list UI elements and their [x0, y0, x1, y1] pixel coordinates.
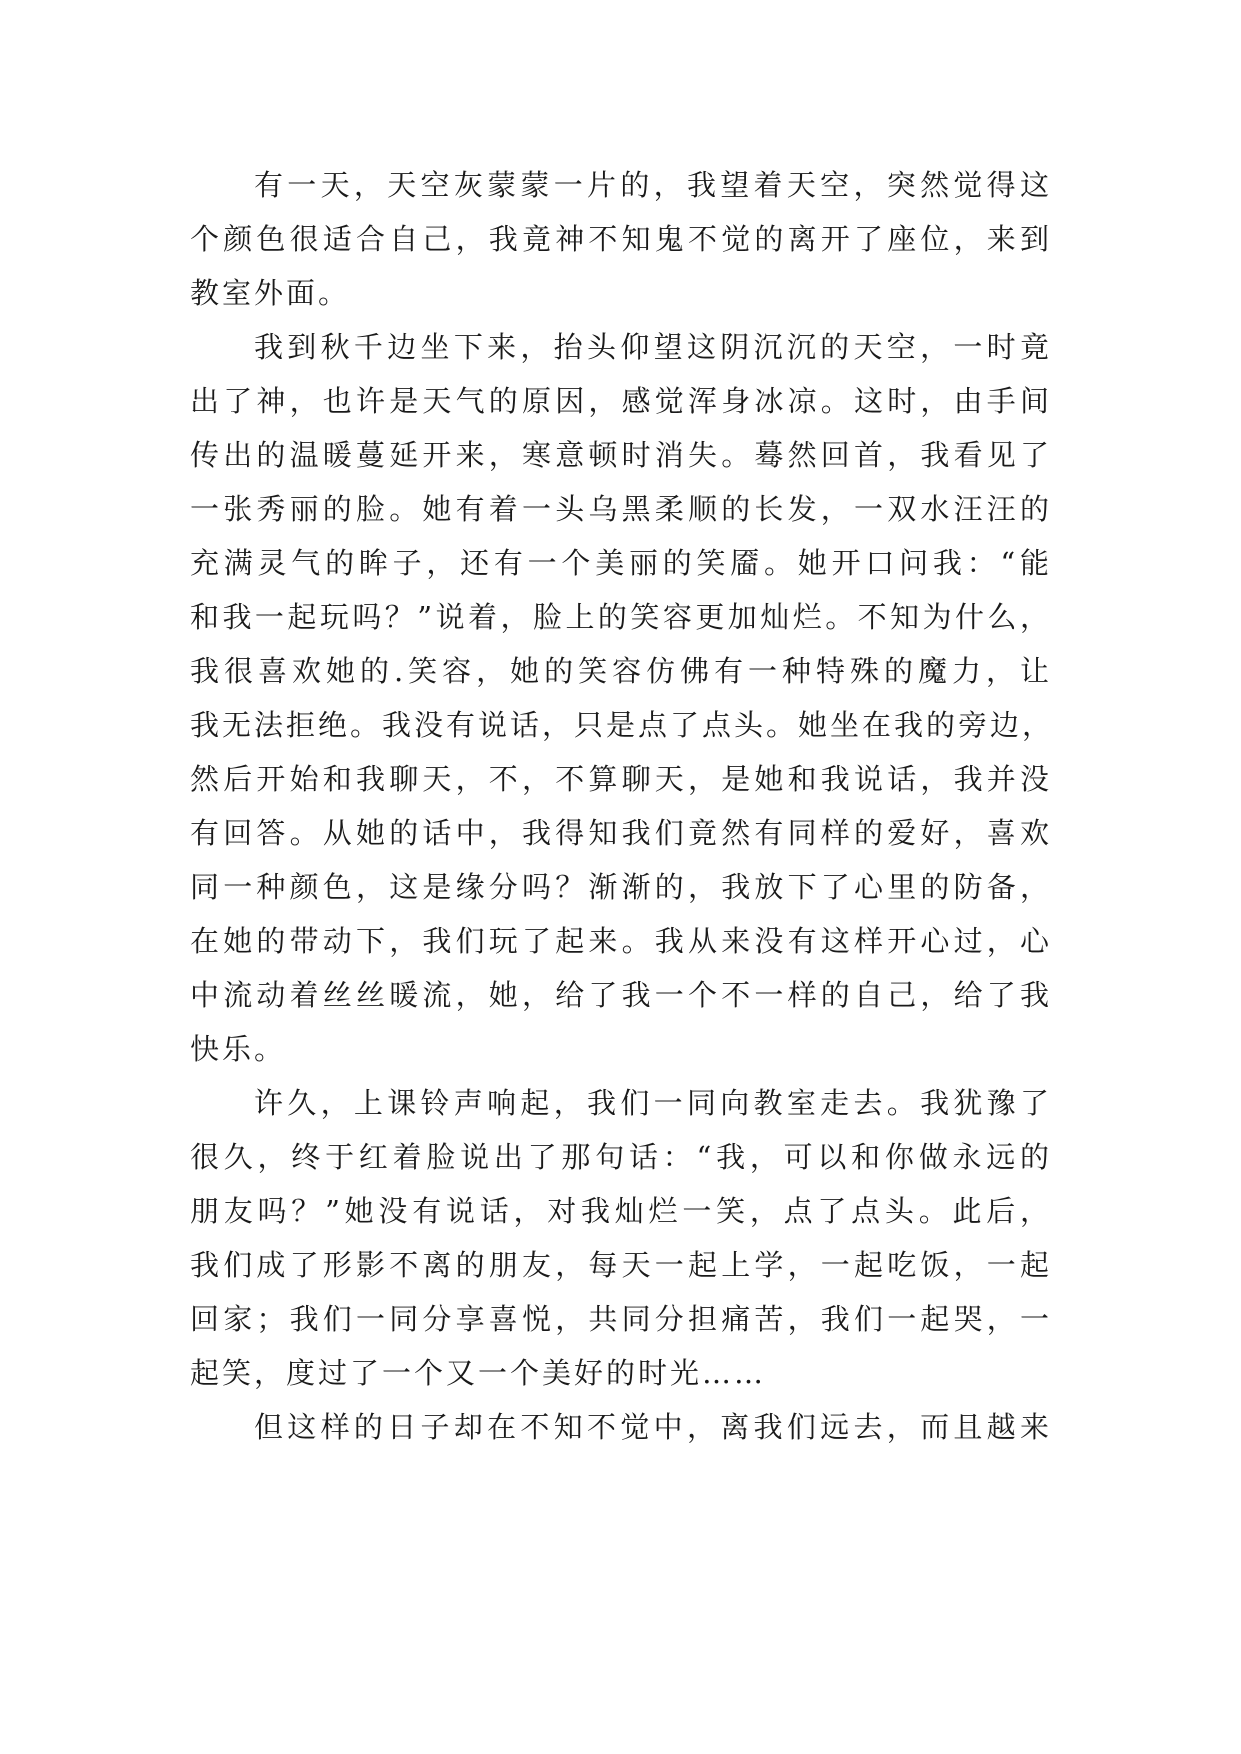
text-line: 朋友吗？”她没有说话，对我灿烂一笑，点了点头。此后， [190, 1194, 1052, 1228]
text-line: 我很喜欢她的.笑容，她的笑容仿佛有一种特殊的魔力，让 [190, 654, 1052, 688]
text-line: 我到秋千边坐下来，抬头仰望这阴沉沉的天空，一时竟 [254, 330, 1052, 364]
text-line: 传出的温暖蔓延开来，寒意顿时消失。蓦然回首，我看见了 [190, 438, 1052, 472]
text-line: 快乐。 [190, 1032, 287, 1066]
text-line: 我无法拒绝。我没有说话，只是点了点头。她坐在我的旁边， [190, 708, 1055, 742]
text-line: 有一天，天空灰蒙蒙一片的，我望着天空，突然觉得这 [254, 168, 1052, 202]
text-line: 然后开始和我聊天，不，不算聊天，是她和我说话，我并没 [190, 762, 1052, 796]
text-line: 同一种颜色，这是缘分吗？渐渐的，我放下了心里的防备， [190, 870, 1052, 904]
text-line: 中流动着丝丝暖流，她，给了我一个不一样的自己，给了我 [190, 978, 1052, 1012]
text-line: 一张秀丽的脸。她有着一头乌黑柔顺的长发，一双水汪汪的 [190, 492, 1052, 526]
text-line: 但这样的日子却在不知不觉中，离我们远去，而且越来 [254, 1410, 1052, 1444]
text-line: 很久，终于红着脸说出了那句话：“我，可以和你做永远的 [190, 1140, 1052, 1174]
text-line: 出了神，也许是天气的原因，感觉浑身冰凉。这时，由手间 [190, 384, 1052, 418]
text-line: 回家；我们一同分享喜悦，共同分担痛苦，我们一起哭，一 [190, 1302, 1052, 1336]
text-line: 教室外面。 [190, 276, 351, 310]
text-line: 和我一起玩吗？”说着，脸上的笑容更加灿烂。不知为什么， [190, 600, 1052, 634]
body-text [190, 158, 1055, 1454]
text-line: 我们成了形影不离的朋友，每天一起上学，一起吃饭，一起 [190, 1248, 1052, 1282]
text-line: 充满灵气的眸子，还有一个美丽的笑靥。她开口问我：“能 [190, 546, 1052, 580]
text-line: 有回答。从她的话中，我得知我们竟然有同样的爱好，喜欢 [190, 816, 1052, 850]
text-line: 个颜色很适合自己，我竟神不知鬼不觉的离开了座位，来到 [190, 222, 1052, 256]
text-line: 在她的带动下，我们玩了起来。我从来没有这样开心过，心 [190, 924, 1052, 958]
text-line: 许久，上课铃声响起，我们一同向教室走去。我犹豫了 [254, 1086, 1052, 1120]
text-line: 起笑，度过了一个又一个美好的时光…… [190, 1356, 767, 1390]
